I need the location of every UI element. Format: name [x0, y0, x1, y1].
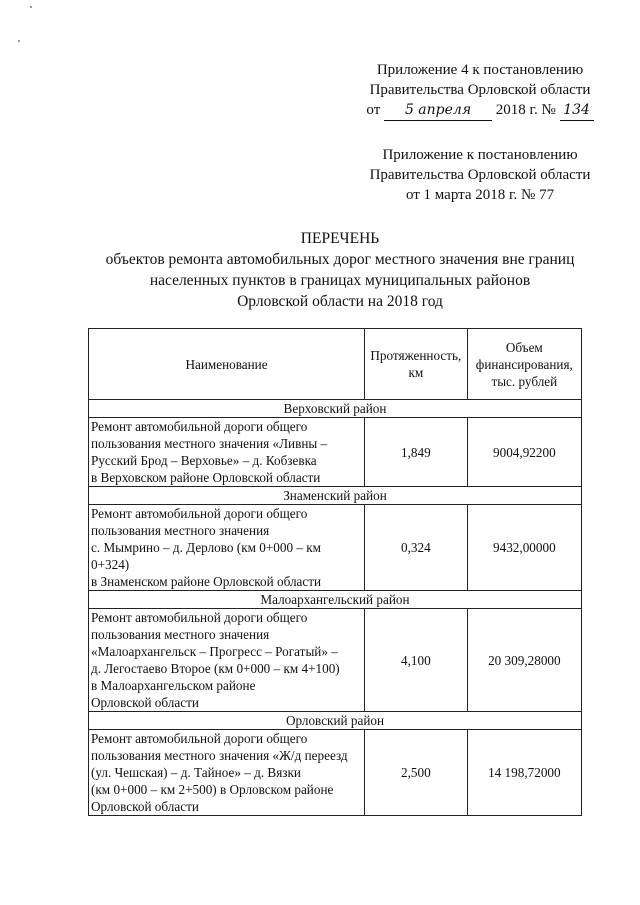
road-repair-table	[88, 328, 582, 816]
funding-value: 14 198,72000	[467, 730, 581, 816]
appendix-line-1: Приложение 4 к постановлению	[376, 62, 584, 78]
object-name-line: Орловской области	[91, 799, 199, 814]
object-name-line: в Верховском районе Орловской области	[91, 470, 321, 485]
district-row	[89, 712, 582, 730]
document-title	[80, 228, 600, 312]
original-appendix-header	[330, 145, 630, 205]
object-name-line: пользования местного значения	[91, 627, 270, 642]
object-name-line: с. Мымрино – д. Дерлово (км 0+000 – км 0+324)	[91, 540, 321, 572]
header-name: Наименование	[89, 329, 365, 400]
district-row	[89, 487, 582, 505]
original-line-2: Правительства Орловской области	[369, 167, 591, 183]
header-length-line-1: Протяженность,	[370, 348, 462, 363]
object-name-line: Русский Брод – Верховье» – д. Кобзевка	[91, 453, 317, 468]
object-name-line: «Малоархангельск – Прогресс – Рогатый» –	[91, 644, 338, 659]
title-line-1: объектов ремонта автомобильных дорог местного значения вне границ	[105, 251, 575, 268]
district-name: Малоархангельский район	[89, 591, 582, 609]
object-name-line: д. Легостаево Второе (км 0+000 – км 4+100)	[91, 661, 340, 676]
length-value: 1,849	[365, 418, 468, 487]
funding-value: 9004,92200	[467, 418, 581, 487]
table-row	[89, 418, 582, 487]
object-name-line: пользования местного значения	[91, 523, 270, 538]
appendix-header	[330, 60, 630, 121]
decree-line	[330, 100, 630, 121]
object-name-line: (км 0+000 – км 2+500) в Орловском районе	[91, 782, 334, 797]
handwritten-date: 5 апреля	[384, 100, 492, 121]
header-funding-line-2: финансирования,	[475, 356, 573, 372]
scan-speck	[18, 40, 20, 42]
table-header-row	[89, 329, 582, 400]
object-name-line: пользования местного значения «Ж/д переезд	[91, 748, 348, 763]
object-name-line: пользования местного значения «Ливны –	[91, 436, 328, 451]
object-name-line: Ремонт автомобильной дороги общего	[91, 419, 308, 434]
length-value: 2,500	[365, 730, 468, 816]
district-name: Знаменский район	[89, 487, 582, 505]
object-name-line: Ремонт автомобильной дороги общего	[91, 610, 308, 625]
header-length	[365, 329, 468, 400]
object-name-line: Ремонт автомобильной дороги общего	[91, 506, 308, 521]
handwritten-number: 134	[560, 100, 594, 121]
title-line-3: Орловской области на 2018 год	[237, 293, 443, 310]
table-row	[89, 730, 582, 816]
original-line-3: от 1 марта 2018 г. № 77	[405, 187, 555, 203]
title-heading: ПЕРЕЧЕНЬ	[300, 230, 380, 247]
scan-speck	[30, 6, 32, 8]
object-name	[89, 505, 365, 591]
header-length-line-2: км	[408, 365, 424, 380]
length-value: 4,100	[365, 609, 468, 712]
title-line-2: населенных пунктов в границах муниципальных районов	[149, 272, 531, 289]
object-name-line: Ремонт автомобильной дороги общего	[91, 731, 308, 746]
object-name-line: Орловской области	[91, 695, 199, 710]
header-funding-line-3: тыс. рублей	[491, 373, 558, 389]
object-name-line: в Знаменском районе Орловской области	[91, 574, 322, 589]
district-name: Орловский район	[89, 712, 582, 730]
table-row	[89, 505, 582, 591]
district-row	[89, 400, 582, 418]
length-value: 0,324	[365, 505, 468, 591]
appendix-line-2: Правительства Орловской области	[369, 82, 591, 98]
funding-value: 9432,00000	[467, 505, 581, 591]
from-label: от	[366, 102, 381, 118]
district-row	[89, 591, 582, 609]
object-name	[89, 609, 365, 712]
header-funding	[467, 329, 581, 400]
object-name	[89, 730, 365, 816]
object-name	[89, 418, 365, 487]
funding-value: 20 309,28000	[467, 609, 581, 712]
object-name-line: (ул. Чешская) – д. Тайное» – д. Вязки	[91, 765, 301, 780]
year-text: 2018 г. №	[495, 102, 556, 118]
district-name: Верховский район	[89, 400, 582, 418]
object-name-line: в Малоархангельском районе	[91, 678, 256, 693]
header-funding-line-1: Объем	[505, 339, 543, 355]
original-line-1: Приложение к постановлению	[382, 147, 578, 163]
table-row	[89, 609, 582, 712]
